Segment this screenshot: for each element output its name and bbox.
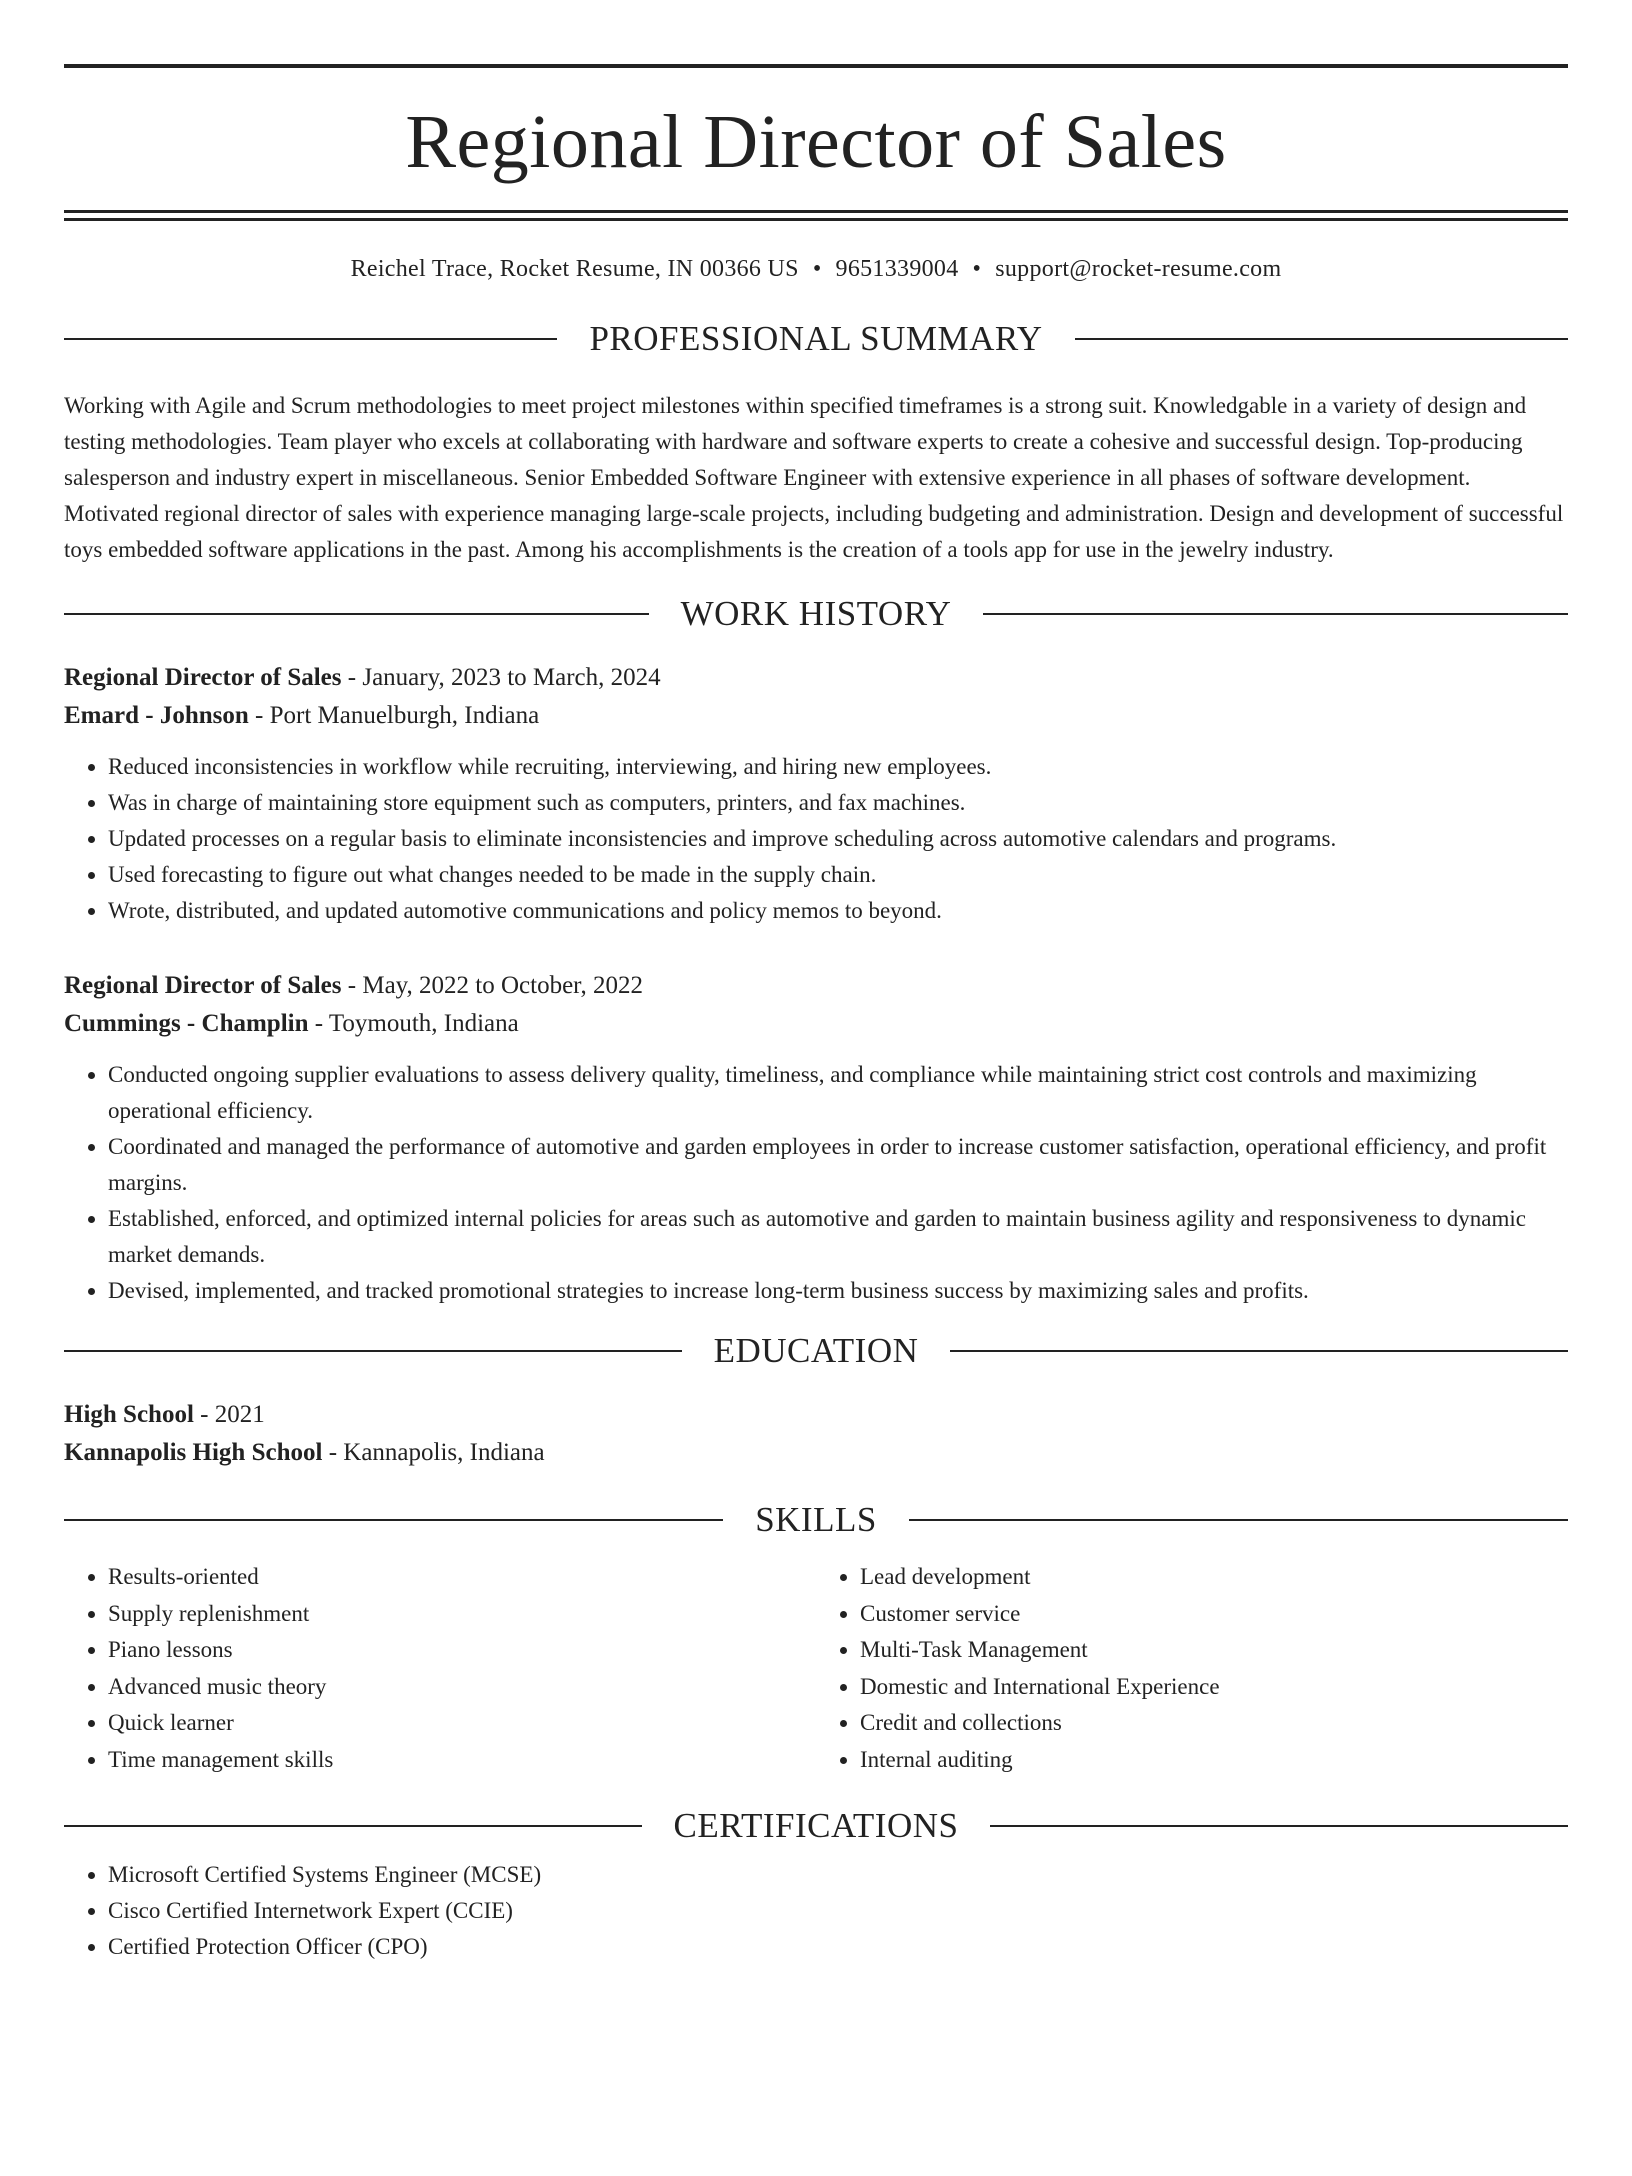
title-double-rule [64,210,1568,221]
list-item: • Multi-Task Management [860,1632,1568,1669]
list-item: • Domestic and International Experience [860,1669,1568,1706]
job-location: - Toymouth, Indiana [308,1010,519,1037]
list-item: • Customer service [860,1596,1568,1633]
list-item: • Lead development [860,1559,1568,1596]
contact-separator: • [972,256,982,282]
job-company: Cummings - Champlin [64,1010,309,1037]
heading-rule [64,1519,723,1521]
list-item: • Conducted ongoing supplier evaluations to assess delivery quality, timeliness, and compliance while maintaining strict cost controls and maximizing operational efficiency. [108,1057,1568,1129]
education-year: - 2021 [193,1401,265,1428]
list-item: • Coordinated and managed the performance of automotive and garden employees in order to increase customer satisfaction, operational efficiency, and profit margins. [108,1129,1568,1201]
section-heading-work [64,596,1568,631]
top-rule [64,64,1568,68]
list-item: • Used forecasting to figure out what changes needed to be made in the supply chain. [108,857,1568,893]
job-location: - Port Manuelburgh, Indiana [248,702,540,729]
skills-column-right [816,1559,1568,1778]
list-item: • Time management skills [108,1742,816,1779]
job-title-line [64,967,1568,1005]
job-entry [64,967,1568,1309]
list-item: • Devised, implemented, and tracked promotional strategies to increase long-term business success by maximizing sales and profits. [108,1273,1568,1309]
job-title-line [64,659,1568,697]
heading-rule [950,1350,1568,1352]
list-item: • Updated processes on a regular basis to eliminate inconsistencies and improve scheduling across automotive calendars and programs. [108,821,1568,857]
section-title: WORK HISTORY [680,594,952,633]
resume-title: Regional Director of Sales [405,100,1227,184]
section-title: CERTIFICATIONS [673,1806,959,1845]
list-item: • Supply replenishment [108,1596,816,1633]
education-school: Kannapolis High School [64,1439,323,1466]
list-item: • Results-oriented [108,1559,816,1596]
job-title: Regional Director of Sales [64,972,342,999]
skills-column-left [64,1559,816,1778]
section-title: SKILLS [755,1500,877,1539]
contact-separator: • [812,256,822,282]
job-bullets [64,1057,1568,1309]
heading-rule [1075,338,1568,340]
list-item: • Wrote, distributed, and updated automotive communications and policy memos to beyond. [108,893,1568,929]
heading-rule [64,1350,682,1352]
education-school-line [64,1434,1568,1472]
section-heading-education [64,1333,1568,1368]
heading-rule [909,1519,1568,1521]
list-item: • Certified Protection Officer (CPO) [108,1929,1568,1965]
job-company-line [64,1005,1568,1043]
contact-address: Reichel Trace, Rocket Resume, IN 00366 US [350,256,799,282]
heading-rule [64,613,649,615]
contact-email: support@rocket-resume.com [995,256,1282,282]
section-title: PROFESSIONAL SUMMARY [589,319,1043,358]
list-item: • Reduced inconsistencies in workflow while recruiting, interviewing, and hiring new employees. [108,749,1568,785]
list-item: • Credit and collections [860,1705,1568,1742]
job-company: Emard - Johnson [64,702,249,729]
job-bullets [64,749,1568,929]
skills-grid [64,1559,1568,1778]
job-dates: - January, 2023 to March, 2024 [341,664,661,691]
job-dates: - May, 2022 to October, 2022 [341,972,644,999]
job-entry [64,659,1568,929]
education-location: - Kannapolis, Indiana [322,1439,545,1466]
list-item: • Piano lessons [108,1632,816,1669]
list-item: • Microsoft Certified Systems Engineer (MCSE) [108,1857,1568,1893]
heading-rule [64,1825,642,1827]
certifications-list [64,1857,1568,1965]
list-item: • Cisco Certified Internetwork Expert (CCIE) [108,1893,1568,1929]
list-item: • Established, enforced, and optimized internal policies for areas such as automotive and garden to maintain business agility and responsiveness to dynamic market demands. [108,1201,1568,1273]
section-heading-skills [64,1502,1568,1537]
heading-rule [64,338,557,340]
section-title: EDUCATION [713,1331,919,1370]
heading-rule [990,1825,1568,1827]
list-item: • Was in charge of maintaining store equipment such as computers, printers, and fax machines. [108,785,1568,821]
education-degree: High School [64,1401,194,1428]
list-item: • Quick learner [108,1705,816,1742]
job-company-line [64,697,1568,735]
heading-rule [983,613,1568,615]
summary-paragraph: Working with Agile and Scrum methodologies to meet project milestones within specified timeframes is a strong suit. Knowledgable in a variety of design and testing methodologies. Team player who excels at collaborating with hardware and software experts to create a cohesive and successful design. Top-producing salesperson and industry expert in miscellaneous. Senior Embedded Software Engineer with extensive experience in all phases of software development. Motivated regional director of sales with experience managing large-scale projects, including budgeting and administration. Design and development of successful toys embedded software applications in the past. Among his accomplishments is the creation of a tools app for use in the jewelry industry. [64,393,1564,562]
job-title: Regional Director of Sales [64,664,342,691]
section-heading-certifications [64,1808,1568,1843]
section-heading-summary [64,321,1568,356]
list-item: • Internal auditing [860,1742,1568,1779]
education-entry [64,1396,1568,1472]
contact-line [64,257,1568,281]
resume-page [0,64,1632,2176]
contact-phone: 9651339004 [835,256,959,282]
education-degree-line [64,1396,1568,1434]
list-item: • Advanced music theory [108,1669,816,1706]
